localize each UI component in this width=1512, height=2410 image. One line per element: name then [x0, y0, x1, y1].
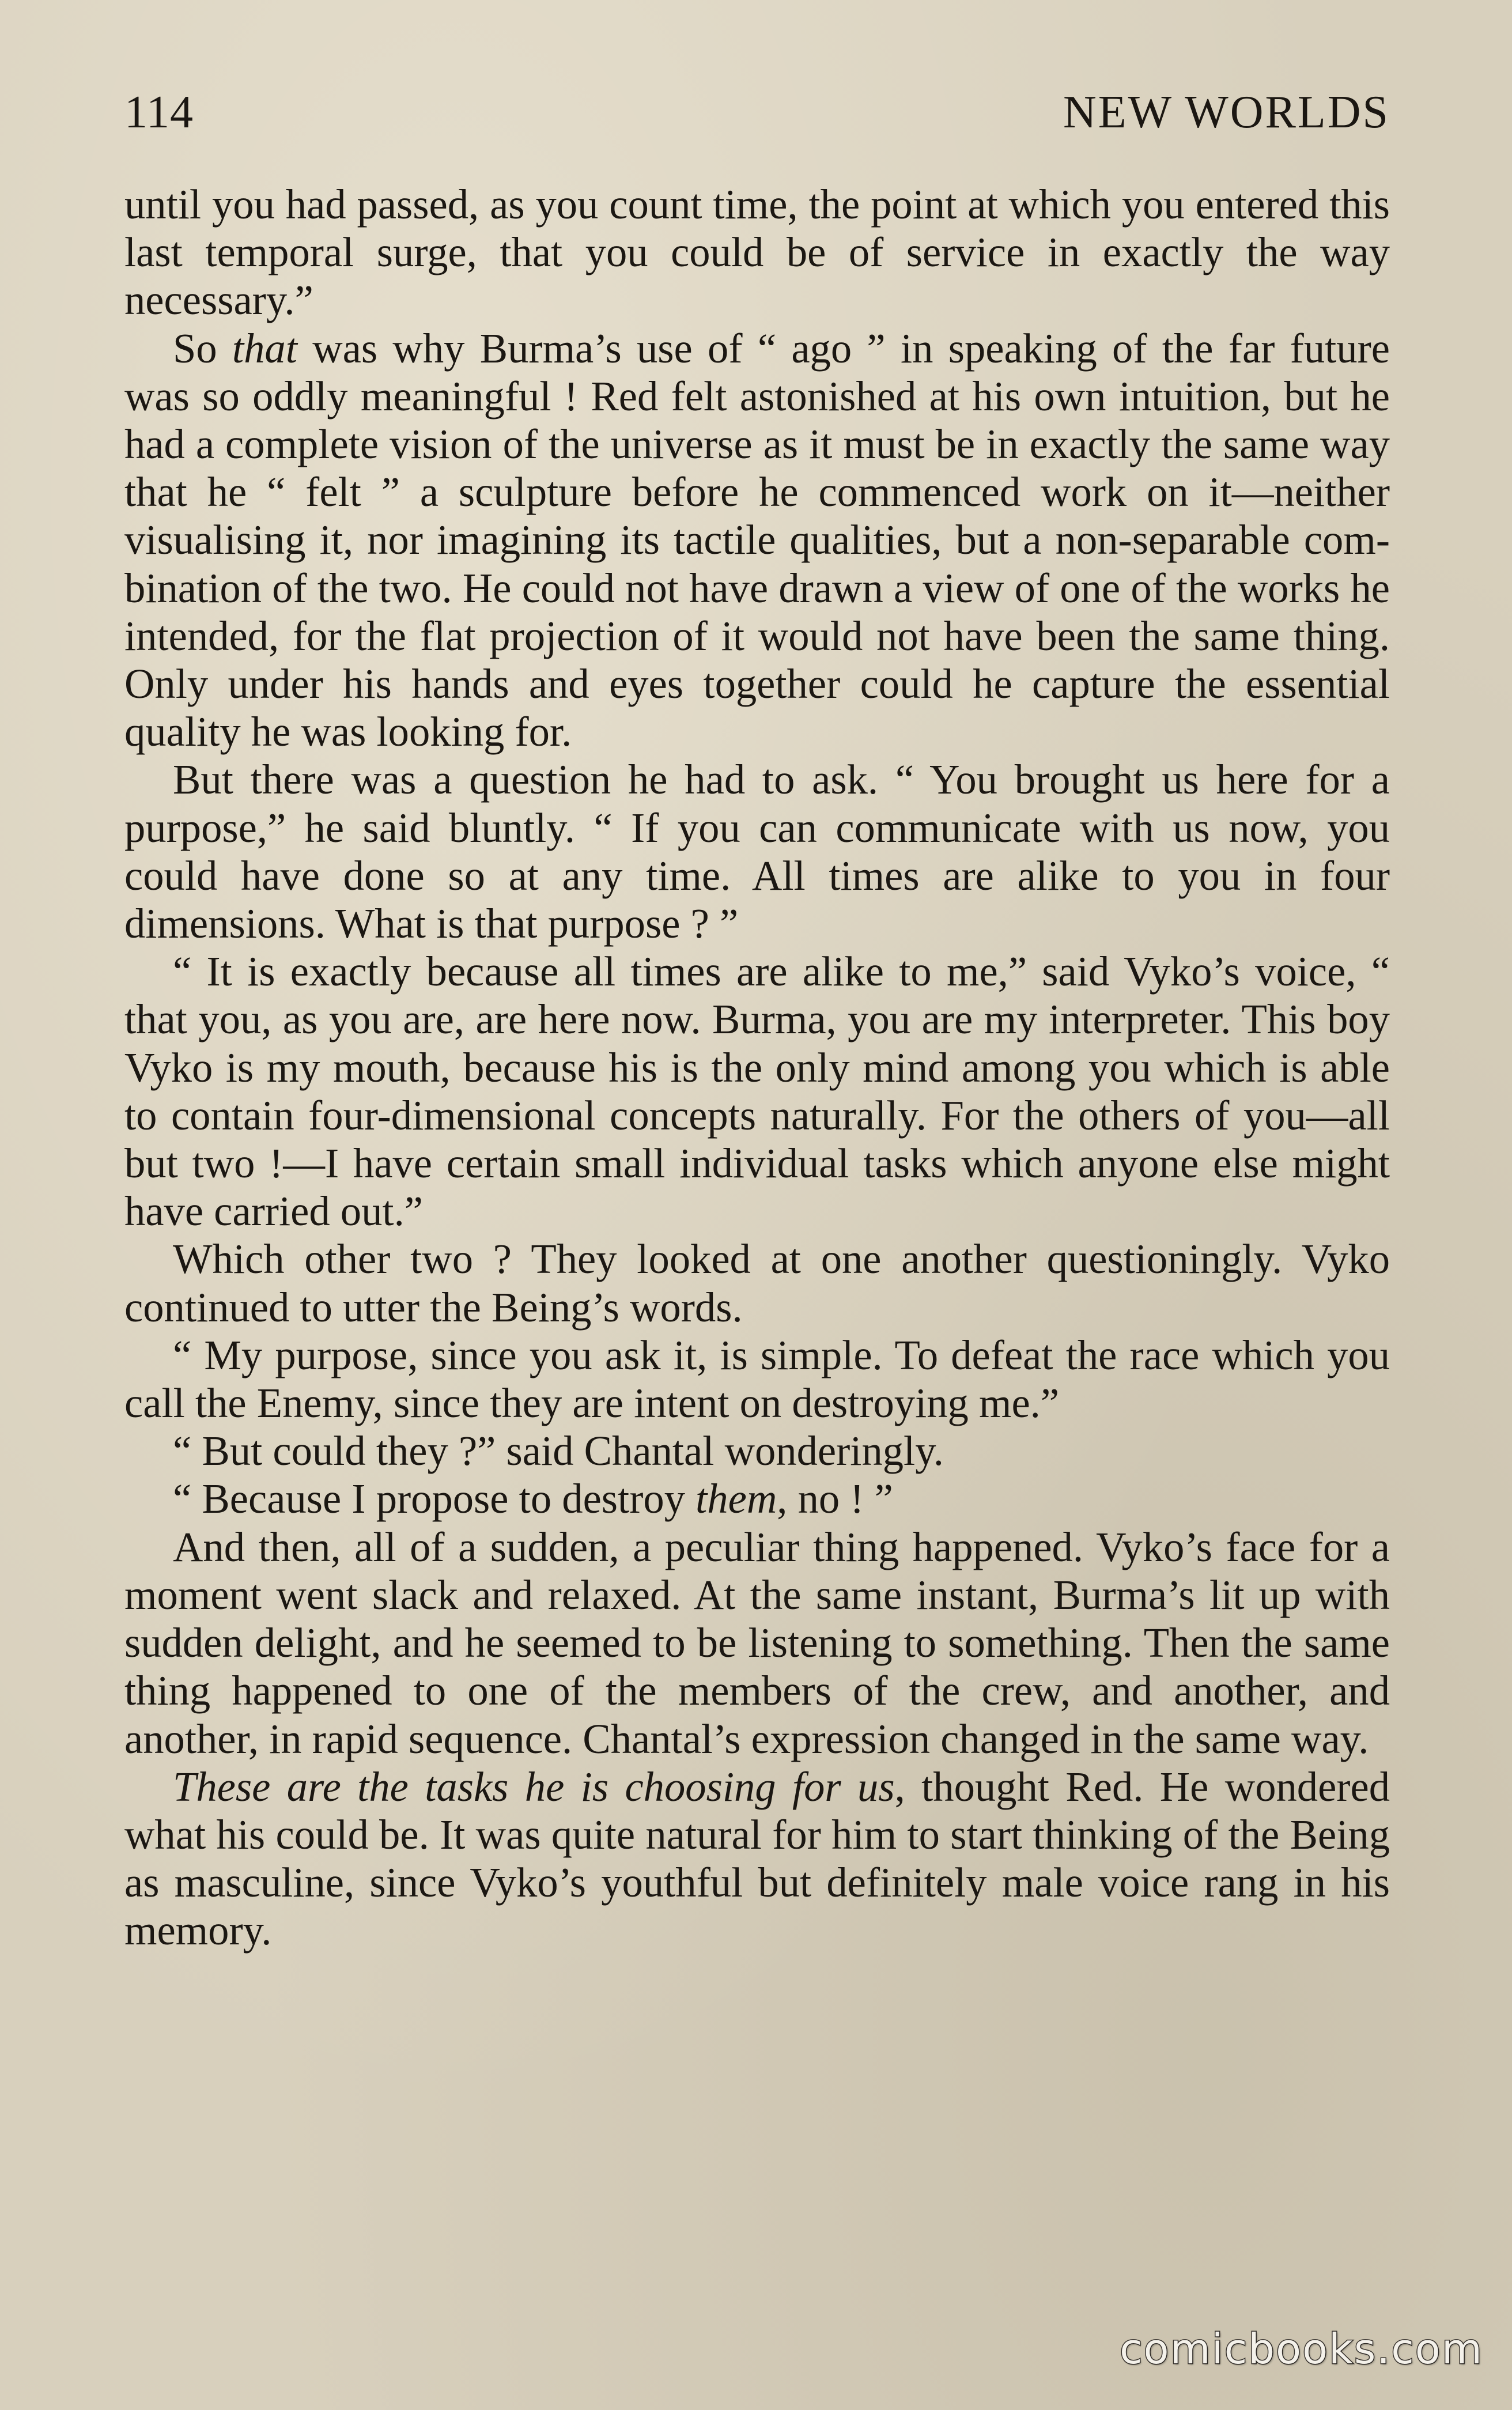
text-run: , thought Red. He wondered what his could be. It was quite natural for him to start thinking of the Being as masculine, since Vyko’s youthful but definitely male voice rang in his memory.: [124, 1763, 1390, 1954]
book-page: [124, 89, 1390, 1955]
text-run: was why Burma’s use of “ ago ” in speaking of the far future was so oddly meaningful ! Red felt astonished at his own intuition, but he had a complete vision of the universe as it must be in exactly the same way that he “ felt ” a sculpture before he commenced work on it—neither visualising it, nor imagining its tactile qualities, but a non-separable combination of the two. He could not have drawn a view of one of the works he intended, for the flat projection of it would not have been the same thing. Only under his hands and eyes together could he capture the essential quality he was looking for.: [124, 324, 1390, 756]
text-run: “ It is exactly because all times are alike to me,” said Vyko’s voice, “ that you, as you are, are here now. Burma, you are my interpreter. This boy Vyko is my mouth, because his is the only mind among you which is able to contain four-dimensional concepts naturally. For the others of you—all but two !—I have certain small individual tasks which anyone else might have carried out.”: [124, 948, 1390, 1235]
body-text: [124, 180, 1390, 1955]
paragraph: [124, 1523, 1390, 1763]
text-run: until you had passed, as you count time, the point at which you entered this last temporal surge, that you could be of service in exactly the way necessary.”: [124, 181, 1390, 324]
paragraph: [124, 947, 1390, 1235]
running-title: NEW WORLDS: [1063, 87, 1390, 138]
watermark: comicbooks.com: [1119, 2325, 1483, 2373]
text-run: “ Because I propose to destroy: [173, 1475, 696, 1523]
paragraph: [124, 1763, 1390, 1955]
text-run: So: [173, 324, 232, 372]
italic-text: them: [695, 1475, 777, 1523]
text-run: , no ! ”: [777, 1475, 893, 1523]
paragraph: [124, 1475, 1390, 1523]
paragraph: [124, 180, 1390, 324]
text-run: And then, all of a sudden, a peculiar thing happened. Vyko’s face for a moment went slack and relaxed. At the same instant, Burma’s lit up with sudden delight, and he seemed to be listening to something. Then the same thing happened to one of the members of the crew, and another, and another, in rapid sequence. Chantal’s expression changed in the same way.: [124, 1523, 1390, 1762]
paragraph: [124, 1427, 1390, 1475]
italic-text: that: [232, 324, 297, 372]
running-head: [124, 87, 1390, 138]
page-number: 114: [124, 87, 194, 138]
paragraph: [124, 324, 1390, 756]
text-run: “ But could they ?” said Chantal wonderingly.: [173, 1427, 944, 1475]
text-run: “ My purpose, since you ask it, is simple. To defeat the race which you call the Enemy, since they are intent on destroying me.”: [124, 1331, 1390, 1427]
text-run: But there was a question he had to ask. “ You brought us here for a purpose,” he said bluntly. “ If you can communicate with us now, you could have done so at any time. All times are alike to you in four dimensions. What is that purpose ? ”: [124, 756, 1390, 947]
paragraph: [124, 1235, 1390, 1331]
italic-text: These are the tasks he is choosing for us: [173, 1763, 895, 1810]
text-run: Which other two ? They looked at one another questioningly. Vyko continued to utter the Being’s words.: [124, 1236, 1390, 1331]
paragraph: [124, 756, 1390, 947]
paragraph: [124, 1331, 1390, 1427]
